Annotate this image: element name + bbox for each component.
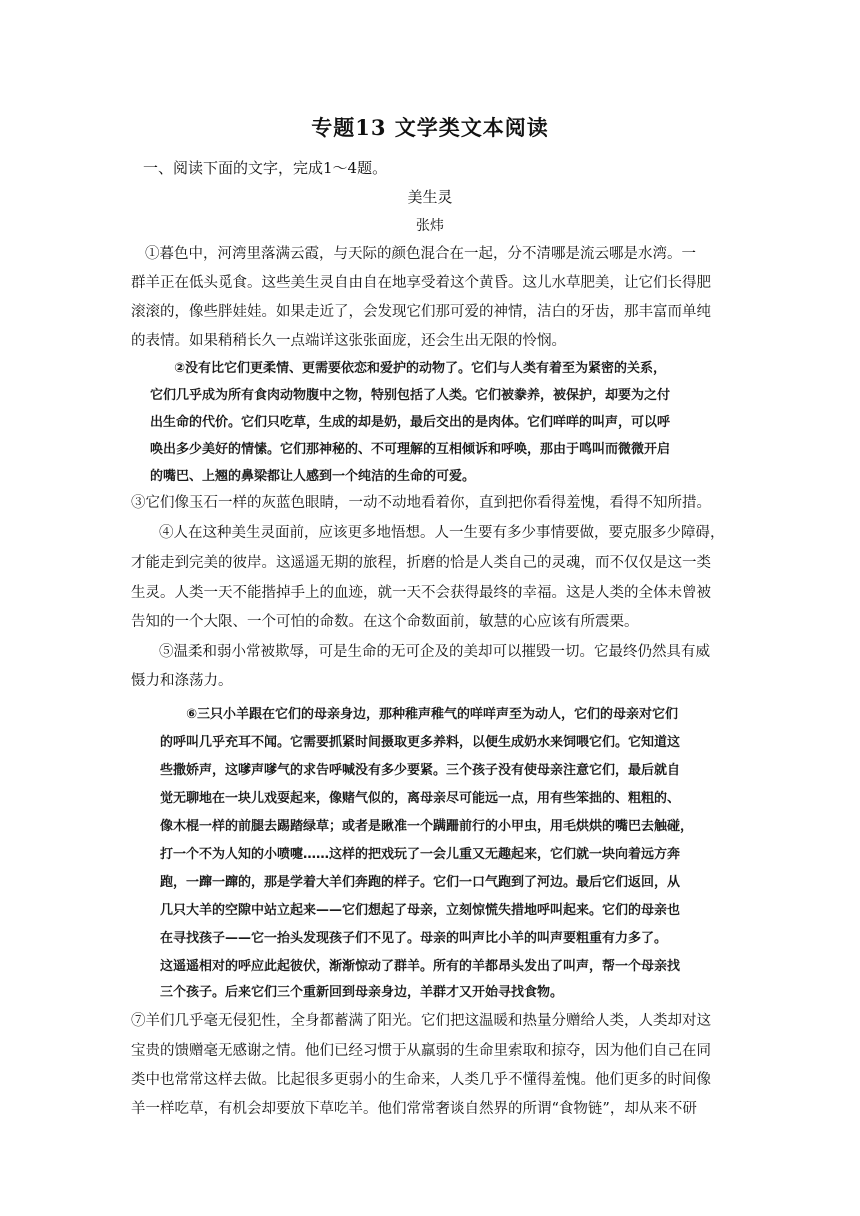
text-line: 打一个不为人知的小喷嚏……这样的把戏玩了一会儿重又无趣起来，它们就一块向着远方奔	[160, 847, 681, 862]
text-line: 群羊正在低头觅食。这些美生灵自由自在地享受着这个黄昏。这儿水草肥美，让它们长得肥	[131, 275, 711, 291]
text-line: 出生命的代价。它们只吃草，生成的却是奶，最后交出的是肉体。它们咩咩的叫声，可以呼	[150, 415, 671, 430]
document-title: 专题13 文学类文本阅读	[311, 115, 549, 140]
text-line: 羊一样吃草，有机会却要放下草吃羊。他们常常奢谈自然界的所谓“食物链”，却从来不研	[131, 1101, 697, 1117]
text-line: 这遥遥相对的呼应此起彼伏，渐渐惊动了群羊。所有的羊都昂头发出了叫声，帮一个母亲找	[160, 959, 681, 974]
question-instruction: 一、阅读下面的文字，完成1～4题。	[143, 159, 388, 177]
text-line: 告知的一个大限、一个可怕的命数。在这个命数面前，敏慧的心应该有所震栗。	[131, 614, 639, 630]
story-title: 美生灵	[407, 188, 453, 206]
text-line: ②没有比它们更柔情、更需要依恋和爱护的动物了。它们与人类有着至为紧密的关系，	[174, 361, 667, 376]
text-line: 才能走到完美的彼岸。这遥遥无期的旅程，折磨的恰是人类自己的灵魂，而不仅仅是这一类	[131, 555, 711, 571]
text-line: ④人在这种美生灵面前，应该更多地悟想。人一生要有多少事情要做，要克服多少障碍，	[159, 525, 725, 541]
text-line: 觉无聊地在一块儿戏耍起来，像赌气似的，离母亲尽可能远一点，用有些笨拙的、粗粗的、	[160, 791, 681, 806]
text-line: 的呼叫几乎充耳不闻。它需要抓紧时间摄取更多养料，以便生成奶水来饲喂它们。它知道这	[160, 735, 681, 750]
text-line: ⑥三只小羊跟在它们的母亲身边，那种稚声稚气的咩咩声至为动人，它们的母亲对它们	[186, 707, 679, 722]
text-line: 像木棍一样的前腿去踢踏绿草；或者是瞅准一个蹒跚前行的小甲虫，用毛烘烘的嘴巴去触碰，	[160, 819, 694, 834]
text-line: 些撒娇声，这嗲声嗲气的求告呼喊没有多少要紧。三个孩子没有使母亲注意它们，最后就自	[160, 763, 681, 778]
text-line: 三个孩子。后来它们三个重新回到母亲身边，羊群才又开始寻找食物。	[160, 985, 564, 1000]
text-line: ⑤温柔和弱小常被欺辱，可是生命的无可企及的美却可以摧毁一切。它最终仍然具有威	[159, 644, 710, 660]
text-line: 在寻找孩子——它一抬头发现孩子们不见了。母亲的叫声比小羊的叫声要粗重有力多了。	[160, 931, 668, 946]
text-line: ⑦羊们几乎毫无侵犯性，全身都蓄满了阳光。它们把这温暖和热量分赠给人类，人类却对这	[131, 1013, 711, 1029]
text-line: 类中也常常这样去做。比起很多更弱小的生命来，人类几乎不懂得羞愧。他们更多的时间像	[131, 1072, 711, 1088]
text-line: 几只大羊的空隙中站立起来——它们想起了母亲，立刻惊慌失措地呼叫起来。它们的母亲也	[160, 903, 681, 918]
text-line: 滚滚的，像些胖娃娃。如果走近了，会发现它们那可爱的神情，洁白的牙齿，那丰富而单纯	[131, 304, 711, 320]
story-author: 张炜	[416, 218, 444, 234]
text-line: ①暮色中，河湾里落满云霞，与天际的颜色混合在一起，分不清哪是流云哪是水湾。一	[145, 246, 696, 262]
text-line: ③它们像玉石一样的灰蓝色眼睛，一动不动地看着你，直到把你看得羞愧，看得不知所措。	[131, 495, 711, 511]
text-line: 慑力和涤荡力。	[131, 673, 233, 689]
text-line: 唤出多少美好的情愫。它们那神秘的、不可理解的互相倾诉和呼唤，那由于鸣叫而微微开启	[150, 442, 671, 457]
text-line: 跑，一蹿一蹿的，那是学着大羊们奔跑的样子。它们一口气跑到了河边。最后它们返回，从	[160, 875, 681, 890]
text-line: 它们几乎成为所有食肉动物腹中之物，特别包括了人类。它们被豢养，被保护，却要为之付	[150, 388, 671, 403]
text-line: 的表情。如果稍稍长久一点端详这张张面庞，还会生出无限的怜悯。	[131, 333, 566, 349]
text-line: 的嘴巴、上翘的鼻梁都让人感到一个纯洁的生命的可爱。	[150, 469, 476, 484]
text-line: 宝贵的馈赠毫无感谢之情。他们已经习惯于从羸弱的生命里索取和掠夺，因为他们自己在同	[131, 1043, 711, 1059]
text-line: 生灵。人类一天不能揩掉手上的血迹，就一天不会获得最终的幸福。这是人类的全体未曾被	[131, 585, 711, 601]
